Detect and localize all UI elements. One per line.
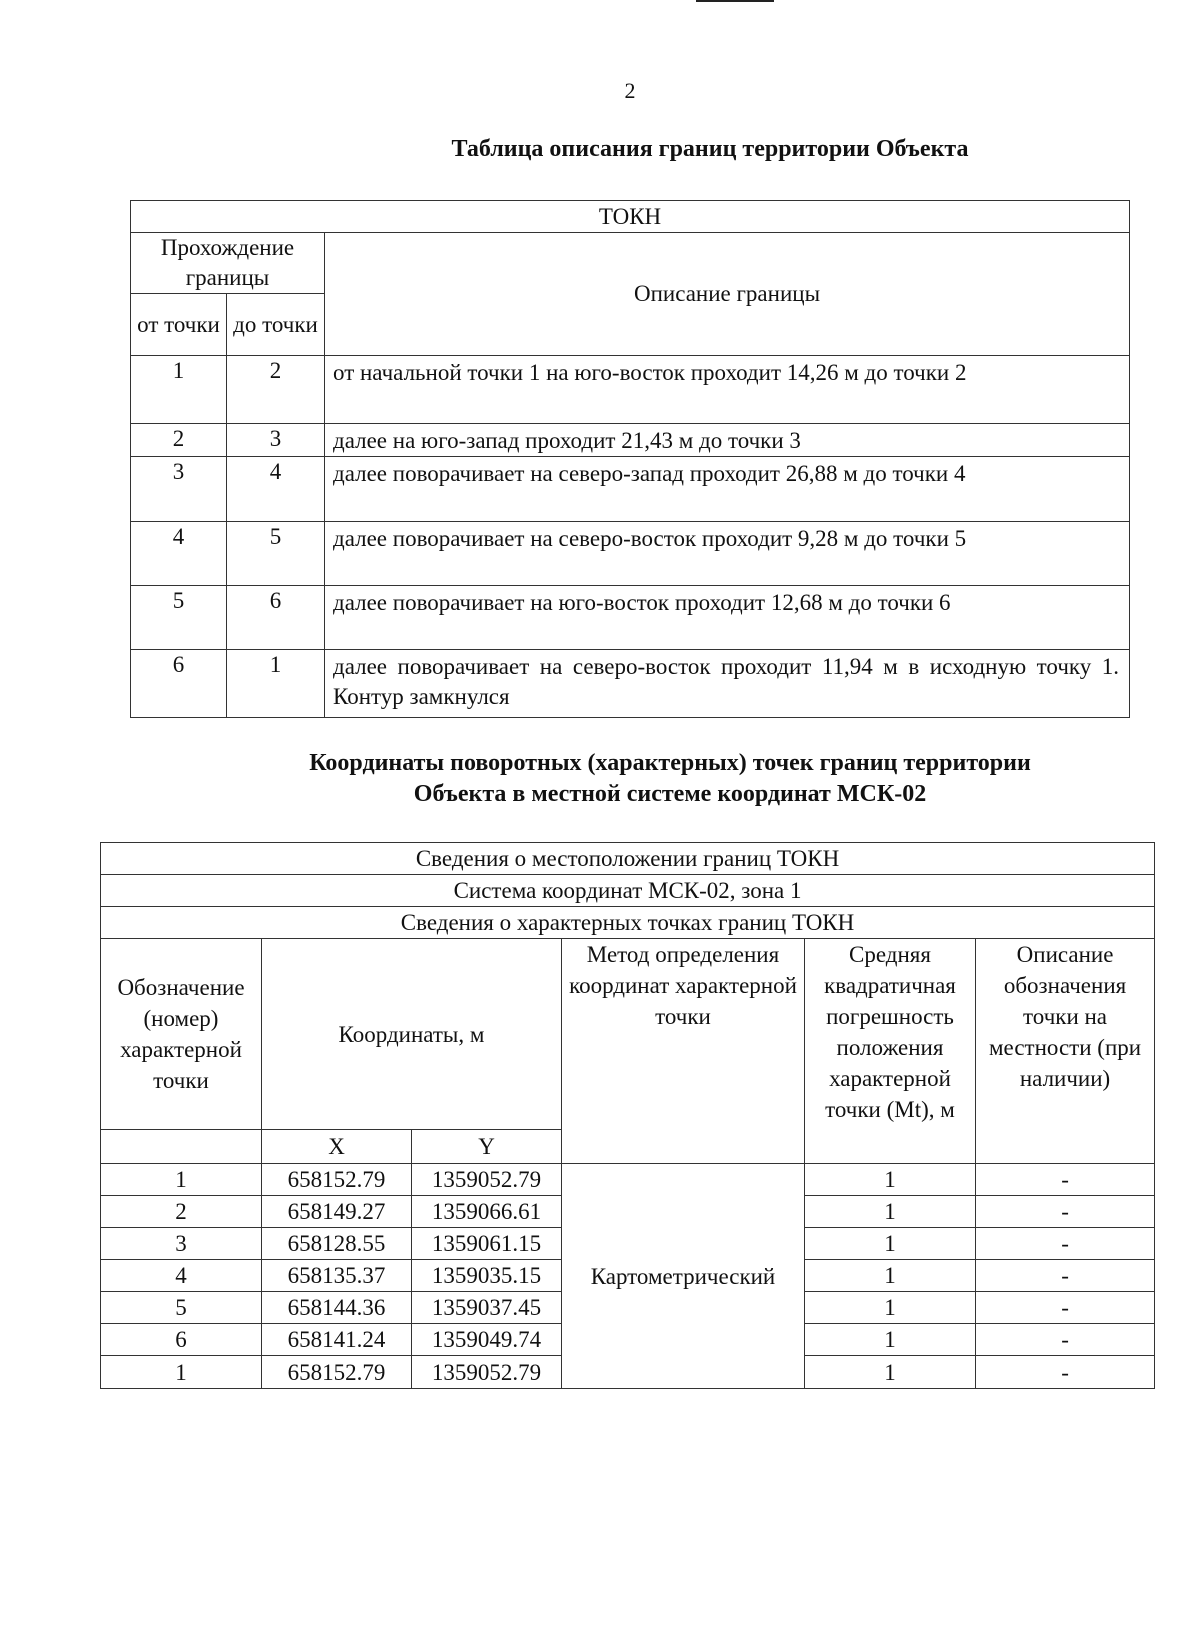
y-coordinate: 1359049.74 [412, 1324, 562, 1356]
boundary-description-table [130, 200, 1130, 718]
point-description: - [976, 1356, 1155, 1389]
description-header: Описание границы [325, 233, 1130, 356]
to-point: 1 [227, 650, 325, 718]
point-description: - [976, 1292, 1155, 1324]
x-coordinate: 658149.27 [262, 1196, 412, 1228]
from-point: 6 [131, 650, 227, 718]
x-coordinate: 658135.37 [262, 1260, 412, 1292]
y-coordinate: 1359037.45 [412, 1292, 562, 1324]
to-point: 3 [227, 424, 325, 457]
y-header: Y [412, 1130, 562, 1164]
coords-title-line-2: Объекта в местной системе координат МСК-02 [413, 781, 927, 807]
from-point: 1 [131, 356, 227, 424]
table-row [131, 650, 1130, 718]
point-description: - [976, 1260, 1155, 1292]
point-description-header: Описание обозначения точки на местности (при наличии) [976, 939, 1155, 1164]
from-point: 5 [131, 586, 227, 650]
x-coordinate: 658152.79 [262, 1164, 412, 1196]
point-id: 6 [101, 1324, 262, 1356]
boundary-description: далее на юго-запад проходит 21,43 м до точки 3 [325, 424, 1130, 457]
boundary-table-title: Таблица описания границ территории Объекта [451, 136, 969, 162]
table-row [131, 457, 1130, 522]
page-number: 2 [624, 78, 636, 103]
coordinate-system-header: Система координат МСК-02, зона 1 [101, 875, 1155, 907]
from-point: 2 [131, 424, 227, 457]
from-point-header: от точки [131, 294, 227, 356]
x-coordinate: 658128.55 [262, 1228, 412, 1260]
to-point: 6 [227, 586, 325, 650]
y-coordinate: 1359052.79 [412, 1164, 562, 1196]
table-row [131, 356, 1130, 424]
method-header: Метод определения координат характерной точки [562, 939, 805, 1164]
point-id: 5 [101, 1292, 262, 1324]
point-id: 2 [101, 1196, 262, 1228]
to-point: 4 [227, 457, 325, 522]
point-description: - [976, 1228, 1155, 1260]
coordinates-table [100, 842, 1155, 1389]
table-row [131, 586, 1130, 650]
x-coordinate: 658144.36 [262, 1292, 412, 1324]
table-caption: ТОКН [131, 201, 1130, 233]
point-id: 1 [101, 1164, 262, 1196]
boundary-description: далее поворачивает на северо-восток проходит 9,28 м до точки 5 [325, 522, 1130, 586]
passage-header: Прохождение границы [131, 233, 325, 294]
point-id-header: Обозначение (номер) характерной точки [101, 939, 262, 1130]
table-row [131, 522, 1130, 586]
coordinates-header: Координаты, м [262, 939, 562, 1130]
top-rule [696, 0, 774, 2]
point-description: - [976, 1324, 1155, 1356]
x-header: X [262, 1130, 412, 1164]
error-value: 1 [805, 1292, 976, 1324]
error-value: 1 [805, 1164, 976, 1196]
error-value: 1 [805, 1196, 976, 1228]
x-coordinate: 658152.79 [262, 1356, 412, 1389]
boundary-description: далее поворачивает на юго-восток проходит 12,68 м до точки 6 [325, 586, 1130, 650]
boundary-description: от начальной точки 1 на юго-восток проходит 14,26 м до точки 2 [325, 356, 1130, 424]
boundary-description: далее поворачивает на северо-запад проходит 26,88 м до точки 4 [325, 457, 1130, 522]
error-header: Средняя квадратичная погрешность положения характерной точки (Mt), м [805, 939, 976, 1164]
to-point: 2 [227, 356, 325, 424]
error-value: 1 [805, 1324, 976, 1356]
coords-table-title [0, 748, 1200, 810]
table-row [101, 1164, 1155, 1196]
y-coordinate: 1359052.79 [412, 1356, 562, 1389]
to-point: 5 [227, 522, 325, 586]
error-value: 1 [805, 1356, 976, 1389]
point-id: 3 [101, 1228, 262, 1260]
table-row [131, 424, 1130, 457]
location-info-header: Сведения о местоположении границ ТОКН [101, 843, 1155, 875]
y-coordinate: 1359035.15 [412, 1260, 562, 1292]
error-value: 1 [805, 1260, 976, 1292]
point-description: - [976, 1164, 1155, 1196]
y-coordinate: 1359061.15 [412, 1228, 562, 1260]
point-id: 4 [101, 1260, 262, 1292]
point-description: - [976, 1196, 1155, 1228]
method-cell: Картометрический [562, 1164, 805, 1389]
points-info-header: Сведения о характерных точках границ ТОКН [101, 907, 1155, 939]
error-value: 1 [805, 1228, 976, 1260]
from-point: 4 [131, 522, 227, 586]
to-point-header: до точки [227, 294, 325, 356]
x-coordinate: 658141.24 [262, 1324, 412, 1356]
y-coordinate: 1359066.61 [412, 1196, 562, 1228]
point-id: 1 [101, 1356, 262, 1389]
coords-title-line-1: Координаты поворотных (характерных) точек границ территории [309, 750, 1031, 776]
boundary-description: далее поворачивает на северо-восток проходит 11,94 м в исходную точку 1. Контур замкнулся [325, 650, 1130, 718]
from-point: 3 [131, 457, 227, 522]
empty-cell [101, 1130, 262, 1164]
